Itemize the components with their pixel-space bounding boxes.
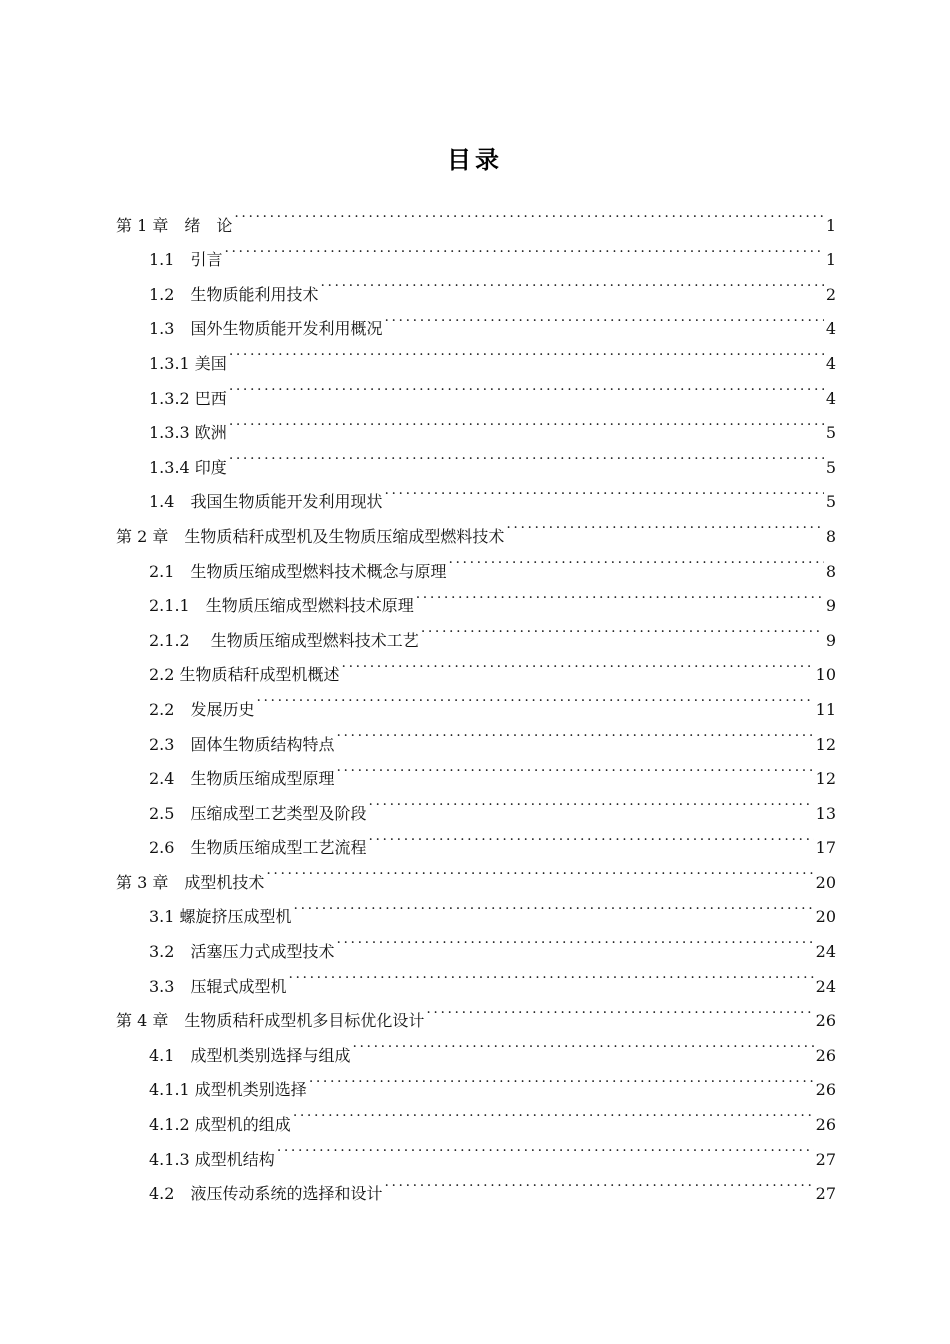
- toc-entry-label: 2.1.2 生物质压缩成型燃料技术工艺: [149, 630, 419, 650]
- toc-entry-page-number: 27: [815, 1184, 836, 1204]
- toc-entry-label: 1.3.3 欧洲: [149, 423, 227, 443]
- toc-leader-dots: [229, 404, 824, 439]
- page-title: 目录: [447, 146, 503, 174]
- toc-leader-dots: [368, 784, 813, 819]
- toc-leader-dots: [384, 1165, 813, 1200]
- toc-leader-dots: [229, 438, 824, 473]
- toc-entry-label: 第 3 章 成型机技术: [116, 872, 265, 892]
- toc-leader-dots: [368, 819, 813, 854]
- toc-entry-label: 2.4 生物质压缩成型原理: [149, 769, 335, 789]
- toc-entry-page-number: 26: [815, 1011, 836, 1031]
- toc-entry-page-number: 4: [825, 353, 836, 373]
- toc-leader-dots: [224, 231, 823, 266]
- toc-entry-label: 3.1 螺旋挤压成型机: [149, 907, 292, 927]
- toc-leader-dots: [416, 577, 824, 612]
- toc-entry-page-number: 27: [815, 1149, 836, 1169]
- toc-entry-page-number: 20: [815, 872, 836, 892]
- toc-entry-label: 4.1 成型机类别选择与组成: [149, 1045, 351, 1065]
- toc-entry-label: 2.5 压缩成型工艺类型及阶段: [149, 803, 367, 823]
- toc-entry-page-number: 26: [815, 1115, 836, 1135]
- toc-entry-label: 4.1.2 成型机的组成: [149, 1115, 291, 1135]
- toc-leader-dots: [293, 1095, 814, 1130]
- toc-leader-dots: [421, 611, 824, 646]
- toc-leader-dots: [288, 957, 813, 992]
- toc-entry-page-number: 5: [825, 423, 836, 443]
- toc-entry-label: 3.3 压辊式成型机: [149, 976, 287, 996]
- toc-entry-label: 4.1.3 成型机结构: [149, 1149, 275, 1169]
- toc-entry-page-number: 10: [815, 665, 836, 685]
- toc-leader-dots: [229, 369, 824, 404]
- toc-entry-label: 1.4 我国生物质能开发利用现状: [149, 492, 383, 512]
- toc-entry-page-number: 8: [825, 526, 836, 546]
- toc-entry-label: 第 1 章 绪 论: [116, 215, 233, 235]
- toc-entry-page-number: 11: [815, 699, 836, 719]
- toc-entry-page-number: 17: [815, 838, 836, 858]
- toc-leader-dots: [229, 334, 824, 369]
- toc-entry-page-number: 20: [815, 907, 836, 927]
- toc-entry-page-number: 24: [815, 942, 836, 962]
- toc-entry-page-number: 4: [825, 319, 836, 339]
- toc-leader-dots: [256, 680, 813, 715]
- toc-leader-dots: [266, 853, 813, 888]
- toc-entry-label: 第 2 章 生物质秸秆成型机及生物质压缩成型燃料技术: [116, 526, 505, 546]
- toc-entry-page-number: 8: [825, 561, 836, 581]
- toc-entry-label: 2.2 生物质秸秆成型机概述: [149, 665, 340, 685]
- toc-entry-page-number: 13: [815, 803, 836, 823]
- toc-entry-label: 2.3 固体生物质结构特点: [149, 734, 335, 754]
- toc-leader-dots: [506, 507, 823, 542]
- toc-entry-label: 1.1 引言: [149, 250, 223, 270]
- toc-leader-dots: [320, 265, 823, 300]
- toc-leader-dots: [352, 1026, 813, 1061]
- toc-entry-page-number: 9: [825, 630, 836, 650]
- toc-leader-dots: [309, 1061, 814, 1096]
- toc-entry-page-number: 5: [825, 457, 836, 477]
- toc-leader-dots: [426, 992, 813, 1027]
- toc-entry-label: 2.1 生物质压缩成型燃料技术概念与原理: [149, 561, 447, 581]
- toc-entry-page-number: 24: [815, 976, 836, 996]
- toc-entry[interactable]: [116, 265, 836, 304]
- toc-entry-page-number: 1: [825, 215, 836, 235]
- toc-entry-label: 1.3.2 巴西: [149, 388, 227, 408]
- toc-leader-dots: [384, 473, 823, 508]
- toc-entry-label: 2.1.1 生物质压缩成型燃料技术原理: [149, 596, 414, 616]
- toc-leader-dots: [234, 196, 823, 231]
- toc-entry-page-number: 5: [825, 492, 836, 512]
- toc-entry-page-number: 26: [815, 1045, 836, 1065]
- toc-entry-page-number: 12: [815, 769, 836, 789]
- toc-entry-label: 3.2 活塞压力式成型技术: [149, 942, 335, 962]
- toc-entry-label: 第 4 章 生物质秸秆成型机多目标优化设计: [116, 1011, 425, 1031]
- toc-entry-page-number: 26: [815, 1080, 836, 1100]
- toc-entry[interactable]: [116, 231, 836, 270]
- toc-leader-dots: [384, 300, 823, 335]
- toc-leader-dots: [448, 542, 823, 577]
- toc-entry-label: 1.3 国外生物质能开发利用概况: [149, 319, 383, 339]
- toc-entry-page-number: 9: [825, 596, 836, 616]
- toc-entry-label: 2.2 发展历史: [149, 699, 255, 719]
- table-of-contents: [116, 196, 836, 1204]
- toc-entry-label: 1.3.4 印度: [149, 457, 227, 477]
- toc-entry-page-number: 2: [825, 284, 836, 304]
- toc-entry-page-number: 4: [825, 388, 836, 408]
- toc-entry[interactable]: [116, 196, 836, 235]
- toc-entry-label: 1.3.1 美国: [149, 353, 227, 373]
- toc-leader-dots: [294, 888, 814, 923]
- toc-leader-dots: [342, 646, 814, 681]
- toc-leader-dots: [336, 750, 813, 785]
- toc-leader-dots: [277, 1130, 814, 1165]
- toc-leader-dots: [336, 922, 813, 957]
- toc-entry-label: 1.2 生物质能利用技术: [149, 284, 319, 304]
- toc-leader-dots: [336, 715, 813, 750]
- toc-entry-page-number: 12: [815, 734, 836, 754]
- toc-entry-page-number: 1: [825, 250, 836, 270]
- toc-entry-label: 4.1.1 成型机类别选择: [149, 1080, 307, 1100]
- toc-entry-label: 4.2 液压传动系统的选择和设计: [149, 1184, 383, 1204]
- toc-entry-label: 2.6 生物质压缩成型工艺流程: [149, 838, 367, 858]
